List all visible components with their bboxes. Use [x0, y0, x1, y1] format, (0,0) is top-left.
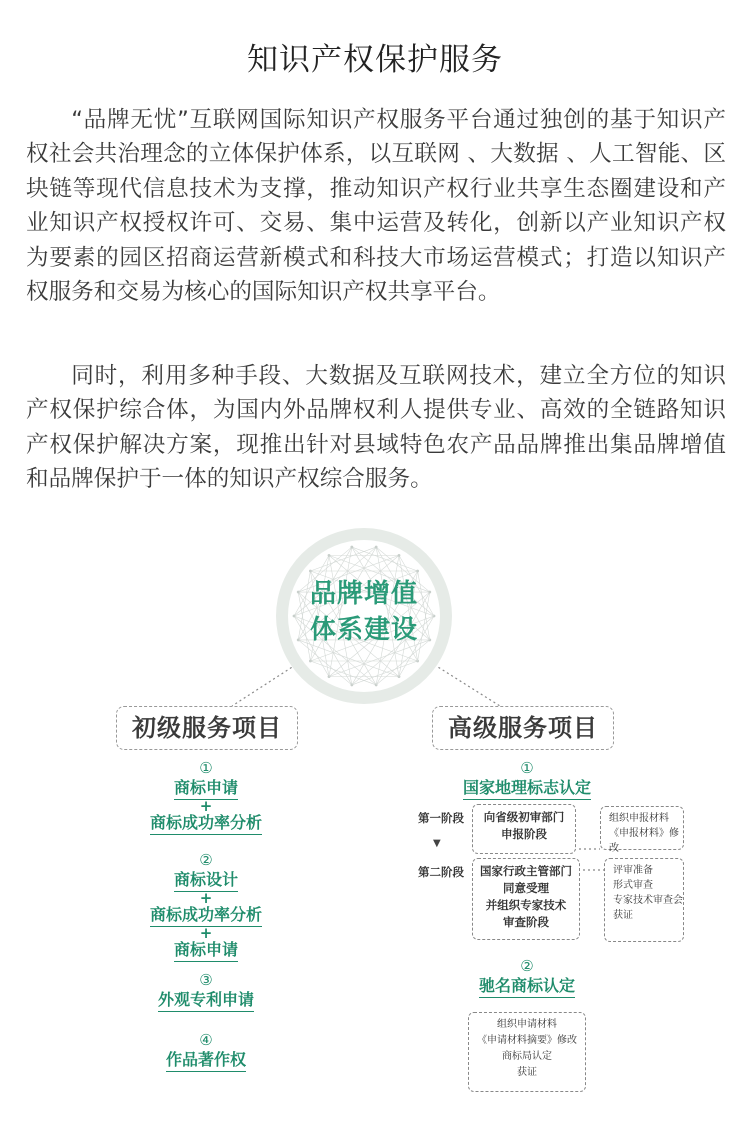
page-title: 知识产权保护服务: [247, 42, 503, 78]
basic-services-tag: 初级服务项目: [116, 706, 298, 750]
well-known-trademark-box: [468, 1012, 586, 1092]
box-line: 《申请材料摘要》修改: [477, 1035, 577, 1046]
service-name: 商标成功率分析: [150, 813, 262, 835]
item-number: ②: [199, 851, 213, 869]
network-node: [309, 660, 312, 663]
box-line: 并组织专家技术: [485, 898, 567, 912]
network-node: [328, 554, 331, 557]
box-line: 审查阶段: [503, 915, 549, 929]
item-number: ①: [520, 759, 534, 777]
basic-item-3: [106, 970, 306, 1012]
box-line: 获证: [613, 910, 633, 921]
arrow-down-icon: ▼: [433, 838, 441, 849]
basic-item-1: [106, 758, 306, 835]
stage-1-main-box: [472, 804, 576, 854]
service-name: 商标申请: [174, 940, 238, 962]
network-node: [416, 570, 419, 573]
service-name: 外观专利申请: [158, 990, 254, 1012]
basic-item-4: [106, 1030, 306, 1072]
box-line: 组织申请材料: [497, 1019, 557, 1030]
network-node: [350, 546, 353, 549]
hub-line-2: 体系建设: [309, 615, 418, 645]
box-line: 专家技术审查会: [613, 895, 683, 906]
box-line: 组织申报材料: [609, 813, 669, 824]
service-name: 商标设计: [174, 870, 238, 892]
stage-2-side-box: [604, 858, 684, 942]
box-line: 评审准备: [613, 865, 653, 876]
item-number: ③: [199, 971, 213, 989]
box-line: 形式审查: [613, 880, 653, 891]
service-name: 作品著作权: [166, 1050, 246, 1072]
advanced-item-1-header: [422, 758, 632, 800]
box-line: 同意受理: [503, 881, 549, 895]
advanced-services-tag: 高级服务项目: [432, 706, 614, 750]
stage-1-side-box: [600, 806, 684, 854]
network-node: [375, 546, 378, 549]
intro-paragraph: “品牌无忧”互联网国际知识产权服务平台通过独创的基于知识产权社会共治理念的立体保护体系，以互联网 、大数据 、人工智能、区块链等现代信息技术为支撑，推动知识产权行业共享生态圈建设和产业知识产权授权许可、交易、集中运营及转化，创新以产业知识产权为要素的园区招商运营新模式和科技大市场运营模式；打造以知识产权服务和交易为核心的国际知识产权共享平台。: [26, 107, 726, 306]
stage-2-main-box: [472, 858, 580, 940]
item-number: ①: [199, 759, 213, 777]
network-node: [398, 554, 401, 557]
box-line: 获证: [517, 1067, 537, 1078]
plus-sign: +: [199, 797, 213, 815]
network-node: [309, 570, 312, 573]
stage-1-label: 第一阶段: [418, 811, 464, 825]
plus-sign: +: [199, 924, 213, 942]
service-name: 驰名商标认定: [479, 976, 575, 998]
basic-item-2: [106, 850, 306, 962]
box-line: 商标局认定: [502, 1051, 552, 1062]
item-number: ④: [199, 1031, 213, 1049]
service-name: 商标申请: [174, 778, 238, 800]
stage-2-label: 第二阶段: [418, 865, 464, 879]
service-paragraph: 同时，利用多种手段、大数据及互联网技术，建立全方位的知识产权保护综合体，为国内外品牌权利人提供专业、高效的全链路知识产权保护解决方案，现推出针对县域特色农产品品牌推出集品牌增值和品牌保护于一体的知识产权综合服务。: [26, 363, 726, 493]
service-name: 国家地理标志认定: [463, 778, 591, 800]
item-number: ②: [520, 957, 534, 975]
hub-title: [288, 576, 440, 648]
service-name: 商标成功率分析: [150, 905, 262, 927]
box-line: 申报阶段: [501, 827, 547, 841]
advanced-item-2-header: [422, 956, 632, 998]
box-line: 《申报材料》修改: [609, 828, 679, 854]
hub-line-1: 品牌增值: [309, 579, 418, 609]
plus-sign: +: [199, 889, 213, 907]
box-line: 向省级初审部门: [483, 810, 565, 824]
box-line: 国家行政主管部门: [480, 864, 572, 878]
